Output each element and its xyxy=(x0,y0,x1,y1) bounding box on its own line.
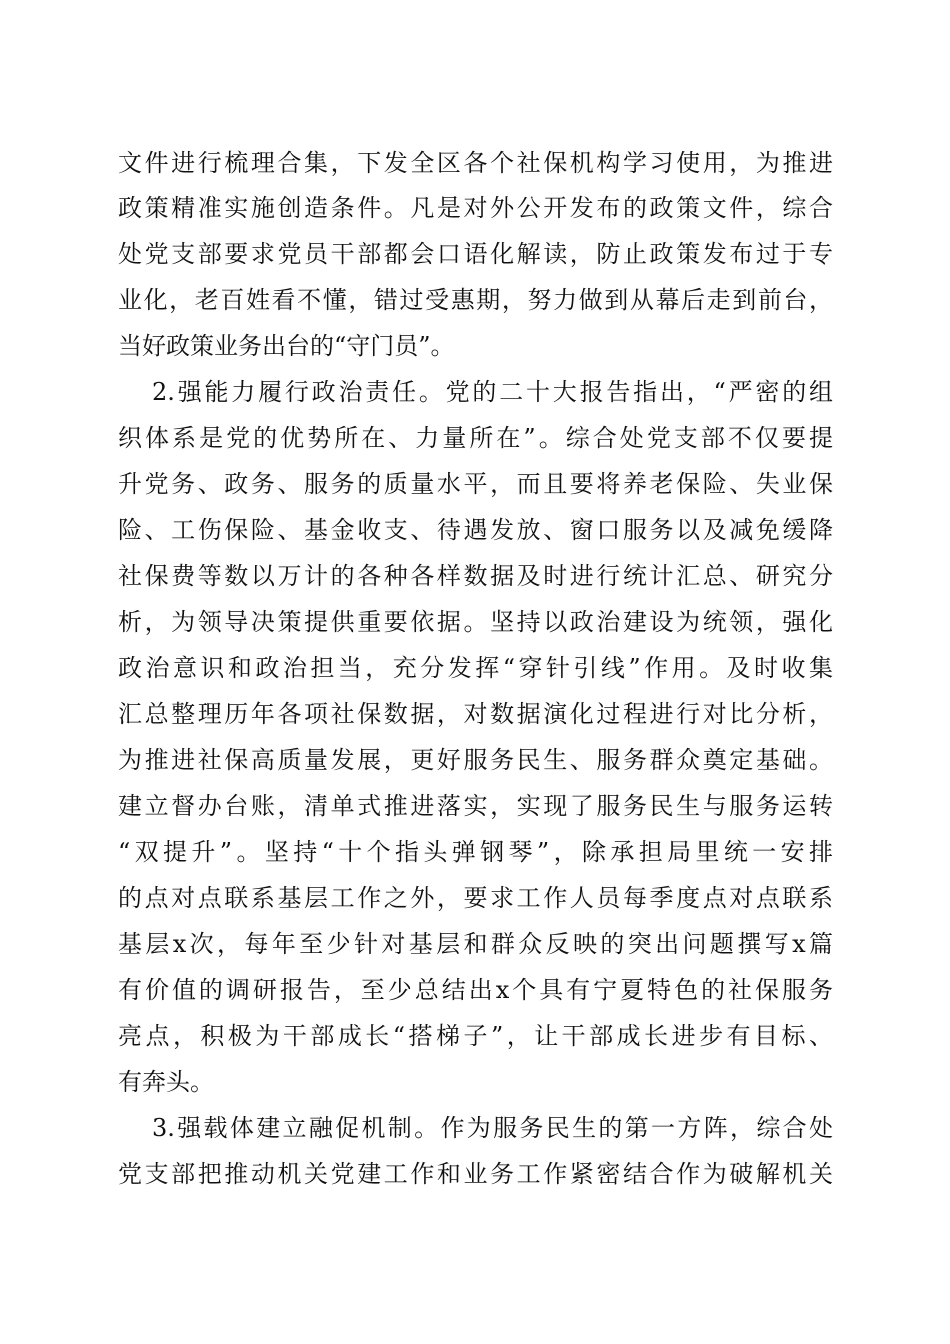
text-line: 亮点，积极为干部成长“搭梯子”，让干部成长进步有目标、 xyxy=(118,1022,833,1050)
text-line: “双提升”。坚持“十个指头弹钢琴”，除承担局里统一安排 xyxy=(118,838,833,866)
text-line: 为推进社保高质量发展，更好服务民生、服务群众奠定基础。 xyxy=(118,746,833,774)
text-line: 汇总整理历年各项社保数据，对数据演化过程进行对比分析， xyxy=(118,700,833,728)
text-line: 当好政策业务出台的“守门员”。 xyxy=(118,332,455,360)
text-line: 险、工伤保险、基金收支、待遇发放、窗口服务以及减免缓降 xyxy=(118,516,833,544)
text-line: 有奔头。 xyxy=(118,1068,214,1096)
text-line: 社保费等数以万计的各种各样数据及时进行统计汇总、研究分 xyxy=(118,562,833,590)
text-line: 文件进行梳理合集，下发全区各个社保机构学习使用，为推进 xyxy=(118,149,833,177)
text-line: 业化，老百姓看不懂，错过受惠期，努力做到从幕后走到前台， xyxy=(118,286,833,314)
paragraph-3-first-line: 3.强载体建立融促机制。作为服务民生的第一方阵，综合处 xyxy=(152,1114,833,1142)
paragraph-2-first-line: 2.强能力履行政治责任。党的二十大报告指出，“严密的组 xyxy=(152,378,833,406)
text-line: 党支部把推动机关党建工作和业务工作紧密结合作为破解机关 xyxy=(118,1160,833,1188)
text-line: 的点对点联系基层工作之外，要求工作人员每季度点对点联系 xyxy=(118,884,833,912)
text-line: 处党支部要求党员干部都会口语化解读，防止政策发布过于专 xyxy=(118,240,833,268)
text-line: 织体系是党的优势所在、力量所在”。综合处党支部不仅要提 xyxy=(118,424,833,452)
text-line: 建立督办台账，清单式推进落实，实现了服务民生与服务运转 xyxy=(118,792,833,820)
text-line: 基层x次，每年至少针对基层和群众反映的突出问题撰写x篇 xyxy=(118,930,833,958)
text-line: 升党务、政务、服务的质量水平，而且要将养老保险、失业保 xyxy=(118,470,833,498)
text-line: 有价值的调研报告，至少总结出x个具有宁夏特色的社保服务 xyxy=(118,976,833,1004)
text-line: 政策精准实施创造条件。凡是对外公开发布的政策文件，综合 xyxy=(118,194,833,222)
text-line: 政治意识和政治担当，充分发挥“穿针引线”作用。及时收集 xyxy=(118,654,833,682)
text-line: 析，为领导决策提供重要依据。坚持以政治建设为统领，强化 xyxy=(118,608,833,636)
